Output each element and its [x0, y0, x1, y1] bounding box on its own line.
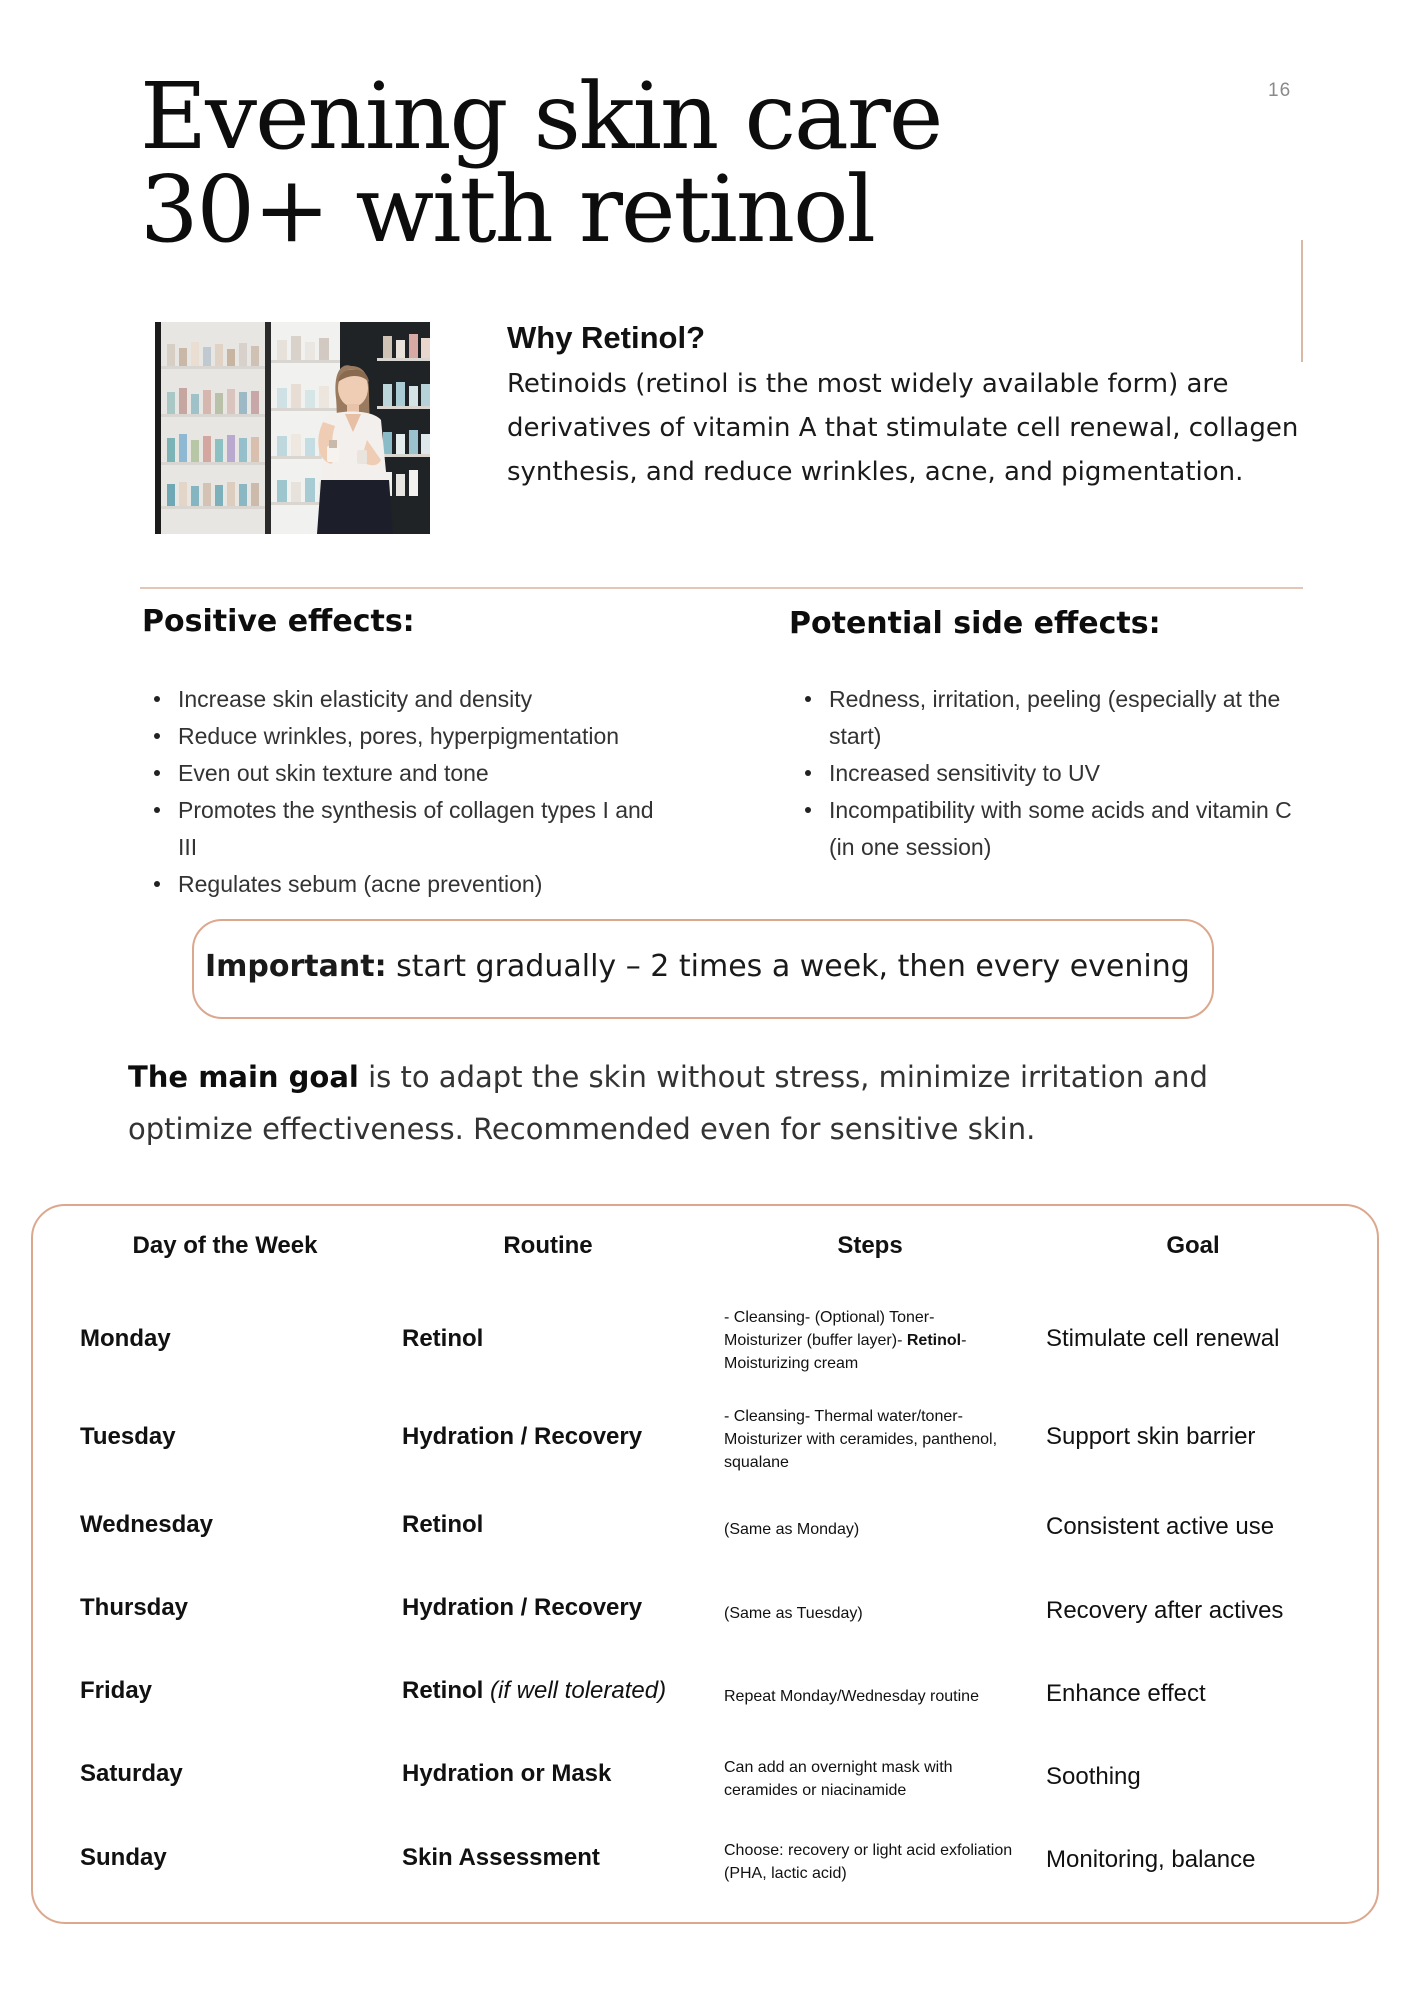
- table-cell-day: Monday: [80, 1325, 171, 1352]
- table-cell-routine: Hydration / Recovery: [402, 1594, 643, 1621]
- positive-effects-heading: Positive effects:: [142, 604, 415, 639]
- table-cell-routine: Retinol: [402, 1511, 484, 1538]
- table-cell-steps: (Same as Tuesday): [724, 1605, 863, 1622]
- table-header-day: Day of the Week: [132, 1232, 318, 1259]
- shop-photo: [155, 322, 430, 534]
- table-cell-goal: Stimulate cell renewal: [1046, 1325, 1280, 1352]
- table-cell-day: Friday: [80, 1677, 153, 1704]
- table-cell-goal: Consistent active use: [1046, 1513, 1275, 1540]
- table-cell-day: Thursday: [80, 1594, 189, 1621]
- important-note: [205, 949, 1190, 984]
- main-goal-text: is to adapt the skin without stress, minimize irritation and optimize effectiveness. Recommended even for sensitive skin.: [128, 1060, 1208, 1146]
- routine-label: Retinol: [402, 1677, 484, 1704]
- list-item: Reduce wrinkles, pores, hyperpigmentation: [142, 718, 672, 755]
- side-effects-list: [793, 681, 1313, 866]
- table-cell-goal: Soothing: [1046, 1763, 1141, 1790]
- why-retinol-text: Retinoids (retinol is the most widely available form) are derivatives of vitamin A that stimulate cell renewal, collagen synthesis, and reduce wrinkles, acne, and pigmentation.: [507, 369, 1299, 487]
- list-item: Regulates sebum (acne prevention): [142, 866, 672, 903]
- main-goal-paragraph: [128, 1051, 1288, 1155]
- table-cell-day: Tuesday: [80, 1423, 176, 1450]
- weekly-routine-table: [31, 1204, 1379, 1924]
- list-item: Increase skin elasticity and density: [142, 681, 672, 718]
- table-cell-steps: Can add an overnight mask with ceramides or niacinamide: [724, 1759, 953, 1799]
- steps-text: - Moisturizing cream: [724, 1332, 967, 1372]
- table-cell-routine: Skin Assessment: [402, 1844, 600, 1871]
- page-number: 16: [1268, 80, 1292, 101]
- table-cell-goal: Recovery after actives: [1046, 1597, 1284, 1624]
- table-cell-routine: Hydration / Recovery: [402, 1423, 643, 1450]
- routine-note: (if well tolerated): [490, 1677, 667, 1704]
- table-cell-steps: Repeat Monday/Wednesday routine: [724, 1688, 979, 1705]
- title-line-1: Evening skin care: [140, 63, 942, 170]
- page-title: [140, 63, 942, 263]
- list-item: Even out skin texture and tone: [142, 755, 672, 792]
- table-cell-goal: Monitoring, balance: [1046, 1846, 1256, 1873]
- table-header-steps: Steps: [837, 1232, 903, 1259]
- important-text: start gradually – 2 times a week, then every evening: [396, 949, 1190, 984]
- table-cell-goal: Support skin barrier: [1046, 1423, 1256, 1450]
- table-cell-day: Sunday: [80, 1844, 167, 1871]
- woman-in-cosmetics-store-image: [155, 322, 430, 534]
- list-item: Incompatibility with some acids and vitamin C (in one session): [793, 792, 1313, 866]
- table-cell-goal: Enhance effect: [1046, 1680, 1206, 1707]
- why-retinol-heading: Why Retinol?: [507, 320, 706, 355]
- vertical-divider: [1301, 240, 1303, 362]
- table-cell-routine: [402, 1677, 666, 1705]
- table-header-routine: Routine: [503, 1232, 593, 1259]
- table-cell-steps: [724, 1306, 1014, 1375]
- table-cell-steps: - Cleansing- Thermal water/toner- Moisturizer with ceramides, panthenol, squalane: [724, 1408, 998, 1471]
- horizontal-divider: [140, 587, 1303, 589]
- steps-text: - Cleansing- (Optional) Toner- Moisturizer (buffer layer)-: [724, 1309, 935, 1349]
- table-cell-steps: (Same as Monday): [724, 1521, 860, 1538]
- table-cell-steps: Choose: recovery or light acid exfoliation (PHA, lactic acid): [724, 1842, 1013, 1882]
- steps-bold-text: Retinol: [906, 1332, 962, 1349]
- table-cell-routine: Hydration or Mask: [402, 1760, 612, 1787]
- table-cell-day: Saturday: [80, 1760, 183, 1787]
- positive-effects-list: [142, 681, 672, 903]
- table-cell-day: Wednesday: [80, 1511, 213, 1538]
- list-item: Increased sensitivity to UV: [793, 755, 1313, 792]
- side-effects-heading: Potential side effects:: [789, 606, 1161, 641]
- table-header-goal: Goal: [1166, 1232, 1220, 1259]
- important-label: Important:: [205, 949, 387, 984]
- list-item: Redness, irritation, peeling (especially at the start): [793, 681, 1313, 755]
- title-line-2: 30+ with retinol: [140, 156, 874, 263]
- table-cell-routine: Retinol: [402, 1325, 484, 1352]
- list-item: Promotes the synthesis of collagen types I and III: [142, 792, 672, 866]
- main-goal-label: The main goal: [128, 1060, 359, 1094]
